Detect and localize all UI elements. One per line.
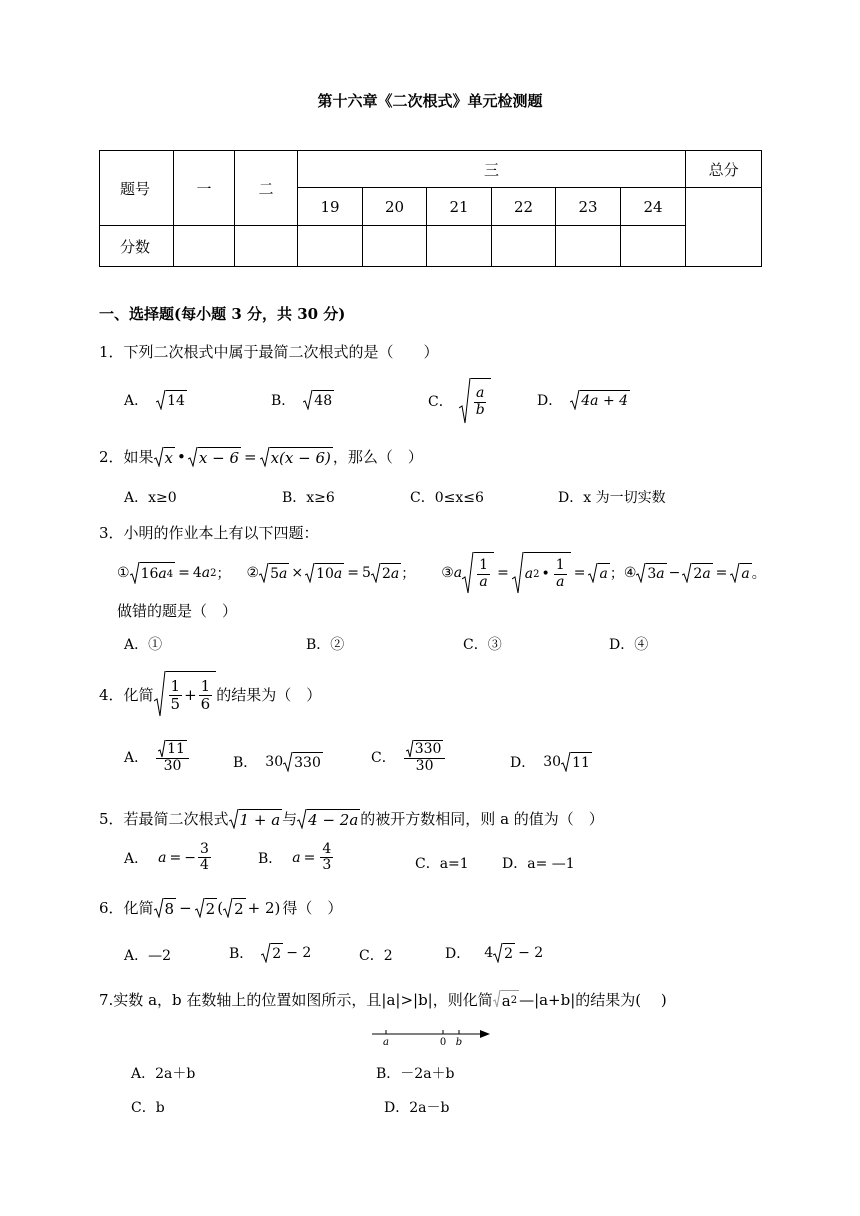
- score-cell: [298, 226, 363, 267]
- q5-option-b: B． a = $\frac{4}{3}$: [258, 841, 332, 874]
- q3-option-b: B．②: [306, 637, 345, 653]
- q2-option-c: C．0≤x≤6: [410, 490, 484, 506]
- q2-option-d: D．x 为一切实数: [558, 490, 666, 506]
- header-part-3: 三: [298, 151, 686, 188]
- q1-option-c: C． $\frac{a}{b}$: [428, 378, 491, 424]
- arrow-icon: [480, 1030, 490, 1038]
- q7-option-d: D．2a－b: [384, 1100, 450, 1116]
- question-3-ask: 做错的题是（ ）: [117, 602, 238, 620]
- q7-option-b: B．－2a＋b: [376, 1066, 455, 1082]
- header-total: 总分: [686, 151, 762, 188]
- number-line-figure: [370, 1026, 494, 1048]
- q5-option-d: D．a= —1: [502, 856, 575, 872]
- header-part-1: 一: [174, 151, 235, 226]
- header-q24: 24: [621, 188, 686, 226]
- section-heading-choice: 一、选择题(每小题 3 分，共 30 分): [99, 305, 346, 323]
- q4-option-a: A． $\frac{11}{30}$: [124, 740, 191, 774]
- q3-option-c: C．③: [463, 637, 502, 653]
- question-2-stem: 2．如果 x • x − 6 = x(x − 6) ，那么（ ）: [99, 447, 423, 467]
- q2-option-b: B．x≥6: [282, 490, 335, 506]
- header-part-2: 二: [235, 151, 298, 226]
- score-cell: [363, 226, 427, 267]
- q6-option-c: C．2: [359, 948, 393, 964]
- label-a: a: [383, 1037, 389, 1048]
- total-score-cell: [686, 188, 762, 267]
- header-q20: 20: [363, 188, 427, 226]
- score-row-label: 分数: [100, 226, 174, 267]
- q6-option-a: A．—2: [124, 948, 172, 964]
- q1-option-a: A． 14: [124, 390, 187, 410]
- q3-option-a: A．①: [124, 637, 163, 653]
- q4-option-c: C． $\frac{330}{30}$: [371, 740, 447, 774]
- question-5-stem: 5．若最简二次根式 1 + a 与 4 − 2a 的被开方数相同，则 a 的值为（ ）: [99, 810, 604, 829]
- header-q21: 21: [427, 188, 492, 226]
- q6-option-b: B． 2 − 2: [229, 945, 312, 962]
- header-q22: 22: [492, 188, 556, 226]
- score-table: [99, 150, 762, 267]
- score-cell: [427, 226, 492, 267]
- q5-option-a: A． a = − $\frac{3}{4}$: [124, 841, 209, 874]
- question-1-stem: 1．下列二次根式中属于最简二次根式的是（ ）: [99, 343, 439, 361]
- question-4-stem: 4．化简 $\frac{1}{5}$ + $\frac{1}{6}$ 的结果为（ ）: [99, 671, 321, 717]
- q7-option-a: A．2a＋b: [131, 1066, 196, 1082]
- q3-option-d: D．④: [609, 637, 649, 653]
- score-cell: [174, 226, 235, 267]
- q2-option-a: A．x≥0: [124, 490, 177, 506]
- score-cell: [556, 226, 621, 267]
- question-6-stem: 6．化简 8 − 2 ( 2 + 2) 得（ ）: [99, 898, 343, 918]
- page-title: 第十六章《二次根式》单元检测题: [317, 92, 543, 110]
- q1-option-b: B． 48: [271, 390, 334, 410]
- header-q19: 19: [298, 188, 363, 226]
- q1-option-d: D． 4a + 4: [537, 390, 630, 410]
- q7-option-c: C．b: [131, 1100, 165, 1116]
- question-7-stem: 7.实数 a，b 在数轴上的位置如图所示，且|a|>|b|，则化简 a 2 —|a+b|的结果为( ): [99, 991, 667, 1010]
- label-0: 0: [439, 1037, 447, 1048]
- score-cell: [621, 226, 686, 267]
- header-q23: 23: [556, 188, 621, 226]
- score-cell: [492, 226, 556, 267]
- label-b: b: [455, 1037, 463, 1048]
- q4-option-b: B． 30 330: [233, 754, 321, 771]
- q6-option-d: D． 4 2 − 2: [445, 945, 544, 962]
- q5-option-c: C．a=1: [415, 856, 469, 872]
- q4-option-d: D． 30 11: [510, 754, 590, 771]
- question-3-items: ① 16 a 4 = 4 a 2 ； ② 5 a × 10 a = 5 2 a ； ③ a $\frac{1}{a}$ = a 2 • $\frac{1}{a}$ = a ； ④ 3 a − 2 a = a 。: [117, 552, 766, 594]
- header-question-number: 题号: [100, 151, 174, 226]
- score-cell: [235, 226, 298, 267]
- question-3-stem: 3．小明的作业本上有以下四题：: [99, 524, 319, 542]
